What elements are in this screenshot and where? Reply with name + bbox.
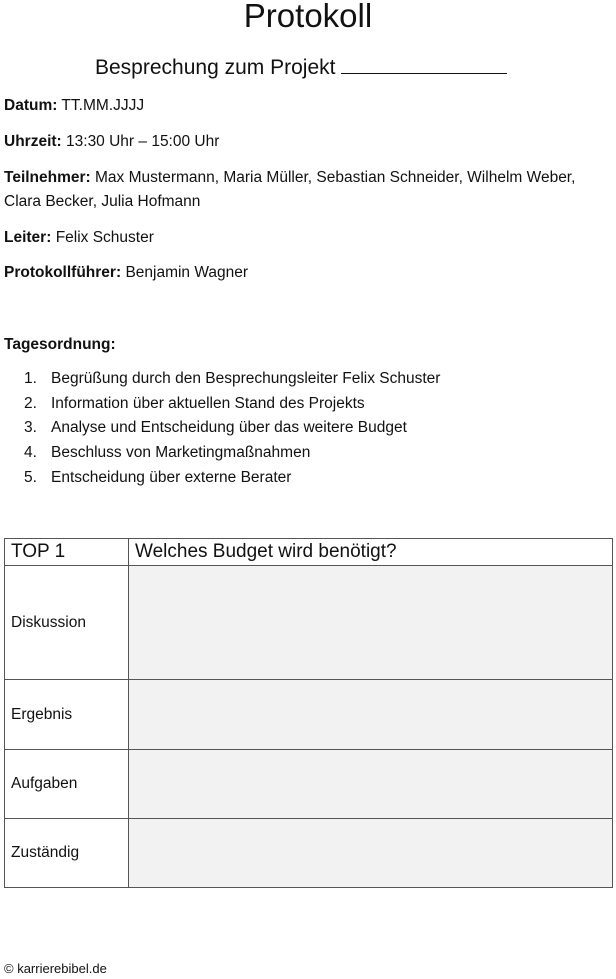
time-value: 13:30 Uhr – 15:00 Uhr: [66, 133, 220, 150]
agenda-item: [24, 466, 440, 491]
discussion-cell[interactable]: [129, 566, 613, 680]
recorder-label: Protokollführer:: [4, 264, 122, 281]
top-question: Welches Budget wird benötigt?: [129, 539, 613, 566]
meta-participants: [4, 166, 609, 214]
agenda-item-number: 3.: [24, 419, 37, 437]
responsible-cell[interactable]: [129, 819, 613, 888]
agenda-item-text: Information über aktuellen Stand des Projekts: [51, 394, 365, 412]
document-subtitle: [95, 54, 507, 82]
table-row: [5, 750, 613, 819]
agenda-item-text: Entscheidung über externe Berater: [51, 468, 292, 486]
row-label-tasks: Aufgaben: [5, 750, 129, 819]
agenda-item-number: 5.: [24, 468, 37, 486]
agenda-item-text: Beschluss von Marketingmaßnahmen: [51, 444, 311, 462]
row-label-responsible: Zuständig: [5, 819, 129, 888]
date-label: Datum:: [4, 97, 58, 114]
meta-time: [4, 130, 609, 154]
participants-label: Teilnehmer:: [4, 169, 91, 186]
leader-value: Felix Schuster: [55, 229, 154, 246]
agenda-item-number: 1.: [24, 370, 37, 387]
agenda-item: [24, 416, 440, 441]
top-table: [4, 538, 613, 888]
agenda-item: [24, 367, 440, 392]
agenda-item-number: 4.: [24, 444, 37, 462]
agenda-list: [24, 367, 440, 490]
meta-recorder: [4, 261, 609, 285]
date-value: TT.MM.JJJJ: [61, 97, 145, 114]
document-title: Protokoll: [243, 0, 373, 34]
recorder-value: Benjamin Wagner: [125, 264, 249, 281]
subtitle-text: Besprechung zum Projekt: [95, 56, 336, 79]
agenda-item: [24, 441, 440, 466]
agenda-item-number: 2.: [24, 394, 37, 412]
project-name-blank-line: [341, 55, 507, 74]
row-label-result: Ergebnis: [5, 680, 129, 750]
top-number: TOP 1: [5, 539, 129, 566]
table-row: [5, 819, 613, 888]
meta-date: [4, 94, 609, 118]
agenda-title: Tagesordnung:: [4, 336, 116, 353]
time-label: Uhrzeit:: [4, 133, 62, 150]
leader-label: Leiter:: [4, 229, 52, 246]
table-row: [5, 566, 613, 680]
agenda-item-text: Analyse und Entscheidung über das weitere Budget: [51, 419, 407, 437]
tasks-cell[interactable]: [129, 750, 613, 819]
participants-value: Max Mustermann, Maria Müller, Sebastian Schneider, Wilhelm Weber, Clara Becker, Julia Hofmann: [4, 169, 576, 210]
meta-leader: [4, 226, 609, 250]
row-label-discussion: Diskussion: [5, 566, 129, 680]
result-cell[interactable]: [129, 680, 613, 750]
agenda-item: [24, 392, 440, 417]
table-row: [5, 680, 613, 750]
agenda-item-text: Begrüßung durch den Besprechungsleiter Felix Schuster: [51, 370, 441, 387]
copyright-footer: © karrierebibel.de: [4, 961, 107, 976]
top-header-row: [5, 539, 613, 566]
